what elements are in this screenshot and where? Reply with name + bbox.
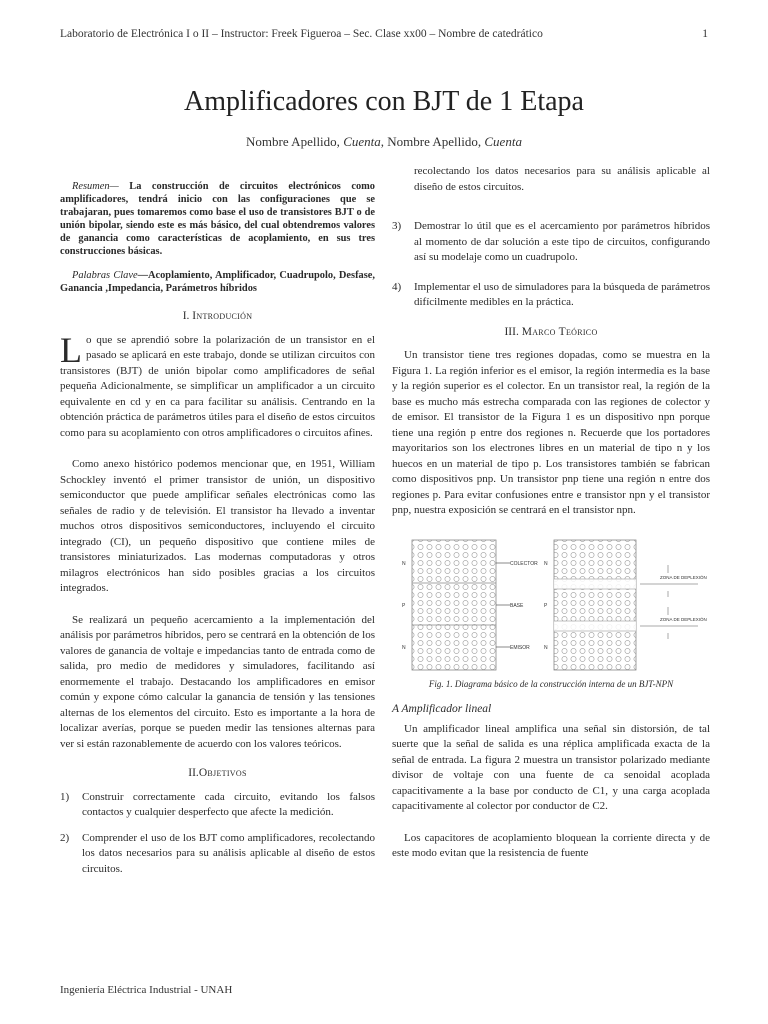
objective-item [60, 790, 375, 821]
paper-title: Amplificadores con BJT de 1 Etapa [184, 86, 584, 117]
page-number: 1 [702, 28, 708, 40]
author-1-account: Cuenta [343, 134, 381, 149]
npn-block-left [412, 540, 496, 670]
label-colector: COLECTOR [510, 560, 538, 567]
label-n-bottom: N [402, 644, 406, 651]
objective-text: Construir correctamente cada circuito, evitando los falsos contactos y cualquier desperfecto que afecte la medición. [82, 790, 375, 818]
label-n-right-bottom: N [544, 644, 548, 651]
page-footer: Ingeniería Eléctrica Industrial - UNAH [60, 984, 233, 996]
objective-number: 4) [392, 280, 402, 293]
intro-paragraph-2: Como anexo histórico podemos mencionar que, en 1951, William Schockley inventó el primer transistor de unión, un dispositivo semiconductor que puede amplificar señales electrónicas como las señales de radio y de televisión. El transistor ha llevado a inventar muchos otros dispositivos semiconductores, incluyendo el circuito integrado (CI), un pequeño dispositivo que contiene miles de transistores miniaturizados. Las modernas computadoras y otros milagros electrónicos han sido posibles gracias a los circuitos integrados. [60, 458, 375, 594]
drop-cap: L [60, 329, 82, 370]
author-2: Nombre Apellido, [387, 134, 485, 149]
keywords [60, 269, 375, 295]
author-1: Nombre Apellido, [246, 134, 344, 149]
heading-number: II. [188, 767, 199, 779]
label-zona-1: ZONA DE DEPLEXIÓN [660, 574, 707, 580]
label-n-right-top: N [544, 560, 548, 567]
heading-text: Objetivos [198, 767, 247, 779]
objective-2-continuation [392, 164, 710, 195]
label-p: P [402, 602, 406, 609]
header-text: Laboratorio de Electrónica I o II – Instructor: Freek Figueroa – Sec. Clase xx00 – Nombre de catedrático [60, 28, 543, 40]
right-column [392, 164, 710, 865]
heading-number: III. [504, 325, 522, 338]
theory-paragraph-3: Los capacitores de acoplamiento bloquean la corriente directa y de este modo evitan que la resistencia de fuente [392, 831, 710, 859]
npn-block-right [554, 540, 636, 670]
abstract-text: La construcción de circuitos electrónicos como amplificadores, tendrá inicio con las configuraciones que se trabajaran, pues tomaremos como base el uso de transistores BJT o de unión bipolar, siendo este es más básico, del cual obtendremos valores de ganancia como características de acoplamiento, en sus tres construcciones básicas. [60, 181, 375, 257]
label-p-right: P [544, 602, 548, 609]
authors-line [0, 134, 768, 150]
heading-text: Introdución [192, 310, 253, 322]
theory-paragraph-1: Un transistor tiene tres regiones dopadas, como se muestra en la Figura 1. La región inferior es el emisor, la región intermedia es la base y la región superior es el colector. En un transistor real, la región de la base es mucho más estrecha comparada con las regiones de colector y de emisor. El transistor de la Figura 1 es un dispositivo npn porque tiene una región p entre dos regiones n. Recuerde que los portadores mayoritarios son los electrones libres en un material de tipo n y los huecos en un material de tipo p. Los transistores también se fabrican como dispositivos pnp. Un transistor pnp tiene una región n entre dos regiones p. Para evitar confusiones entre e transistor npn y el transistor pnp, nuestra exposición se centrará en el transistor npn. [392, 349, 710, 516]
author-sep: , [380, 134, 388, 149]
objective-number: 2) [60, 831, 70, 844]
abstract-label: Resumen— [72, 181, 119, 192]
label-n-top: N [402, 560, 406, 567]
label-emisor: EMISOR [510, 644, 530, 651]
objective-number: 3) [392, 220, 402, 232]
author-2-account: Cuenta [484, 134, 522, 149]
label-zona-2: ZONA DE DEPLEXIÓN [660, 616, 707, 622]
left-column [60, 180, 375, 875]
objective-item [60, 831, 375, 875]
heading-number: I. [182, 310, 193, 322]
label-base: BASE [510, 602, 524, 609]
figure-bjt-npn [398, 535, 707, 675]
intro-paragraph-3: Se realizará un pequeño acercamiento a la implementación del análisis por parámetros híbridos, pero se centrará en la obtención de los valores de ganancia de voltaje e impedancias tanto de entrada como de salida, pro medio de medidores y simuladores, facilitando así enormemente el trabajo. Destacando los amplificadores en emisor común y expone cómo calcular la ganancia de tensión y las tensiones alternas de los elementos del circuito. Esto es importante a la hora de localizar averías, porque se pueden medir las tensiones alternas para ver si están razonablemente de acuerdo con los valores teóricos. [60, 613, 375, 750]
figure-caption: Fig. 1. Diagrama básico de la construcción interna de un BJT-NPN [428, 678, 674, 689]
keywords-text: —Acoplamiento, Amplificador, Cuadrupolo, Desfase, Ganancia ,Impedancia, Parámetros híbridos [60, 270, 375, 294]
abstract [60, 180, 375, 258]
objective-text: Demostrar lo útil que es el acercamiento por parámetros híbridos al momento de dar solución a este tipo de circuitos, configurando así su modelaje como un cuadrupolo. [414, 220, 710, 263]
running-header [60, 28, 708, 40]
intro-paragraph-1 [60, 329, 375, 442]
theory-paragraph-2: Un amplificador lineal amplifica una señal sin distorsión, de tal suerte que la señal de salida es una réplica amplificada exacta de la señal de entrada. La figura 2 muestra un transistor polarizado mediante divisor de voltaje con una fuente de ca senoidal acoplada capacitivamente a la base por conducto de C1, y una carga acoplada capacitivamente al colector por conductor de C2. [392, 722, 710, 812]
objective-text-cont: recolectando los datos necesarios para su análisis aplicable al diseño de estos circuitos. [414, 165, 710, 193]
section-heading-intro [60, 309, 375, 325]
bjt-structure-diagram [398, 535, 707, 675]
intro-text-1: o que se aprendió sobre la polarización de un transistor en el pasado se aplicará en este trabajo, donde se utilizan circuitos con transistores (BJT) de unión bipolar como amplificadores de señal pequeña Adicionalmente, se simplificar un amplificador a un circuito equivalente en cd y en ca para facilitar su análisis. Centrando en la obtención práctica de parámetros útiles para el diseño de estos circuitos como para su acoplamiento con otros amplificadores o circuitos afines. [60, 333, 375, 439]
heading-text: Marco Teórico [521, 325, 598, 338]
objective-text: Implementar el uso de simuladores para la búsqueda de parámetros difícilmente medibles en la práctica. [414, 280, 710, 308]
objective-item [392, 280, 710, 311]
section-heading-theory [392, 325, 710, 341]
objective-text: Comprender el uso de los BJT como amplificadores, recolectando los datos necesarios para su análisis aplicable al diseño de estos circuitos. [82, 831, 375, 875]
subsection-heading-a: A Amplificador lineal [392, 703, 492, 715]
objective-item [392, 219, 710, 266]
keywords-label: Palabras Clave [72, 270, 138, 281]
objective-number: 1) [60, 790, 70, 803]
section-heading-objectives [60, 766, 375, 782]
